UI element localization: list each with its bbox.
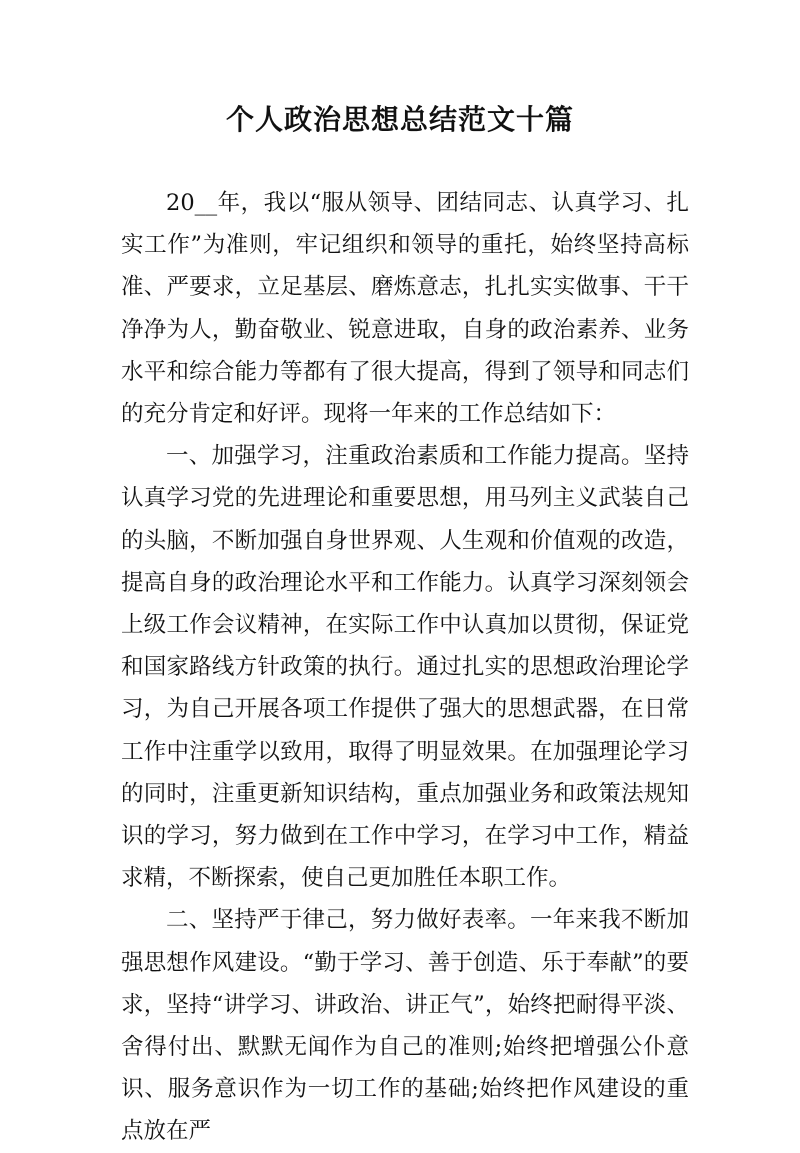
paragraph-section-1: 一、加强学习，注重政治素质和工作能力提高。坚持认真学习党的先进理论和重要思想，用马列主义武装自己的头脑，不断加强自身世界观、人生观和价值观的改造，提高自身的政治理论水平和工作能力。认真学习深刻领会上级工作会议精神，在实际工作中认真加以贯彻，保证党和国家路线方针政策的执行。通过扎实的思想政治理论学习，为自己开展各项工作提供了强大的思想武器，在日常工作中注重学以致用，取得了明显效果。在加强理论学习的同时，注重更新知识结构，重点加强业务和政策法规知识的学习，努力做到在工作中学习，在学习中工作，精益求精，不断探索，使自己更加胜任本职工作。: [121, 443, 689, 892]
paragraph-intro: 20__年，我以“服从领导、团结同志、认真学习、扎实工作”为准则，牢记组织和领导的重托，始终坚持高标准、严要求，立足基层、磨炼意志，扎扎实实做事、干干净净为人，勤奋敬业、锐意进取，自身的政治素养、业务水平和综合能力等都有了很大提高，得到了领导和同志们的充分肯定和好评。现将一年来的工作总结如下：: [121, 190, 689, 428]
paragraph-section-2: 二、坚持严于律己，努力做好表率。一年来我不断加强思想作风建设。“勤于学习、善于创造、乐于奉献”的要求，坚持“讲学习、讲政治、讲正气”，始终把耐得平淡、舍得付出、默默无闻作为自己的准则;始终把增强公仆意识、服务意识作为一切工作的基础;始终把作风建设的重点放在严: [121, 907, 689, 1145]
document-body: [121, 182, 689, 1153]
document-title: 个人政治思想总结范文十篇: [225, 103, 574, 136]
